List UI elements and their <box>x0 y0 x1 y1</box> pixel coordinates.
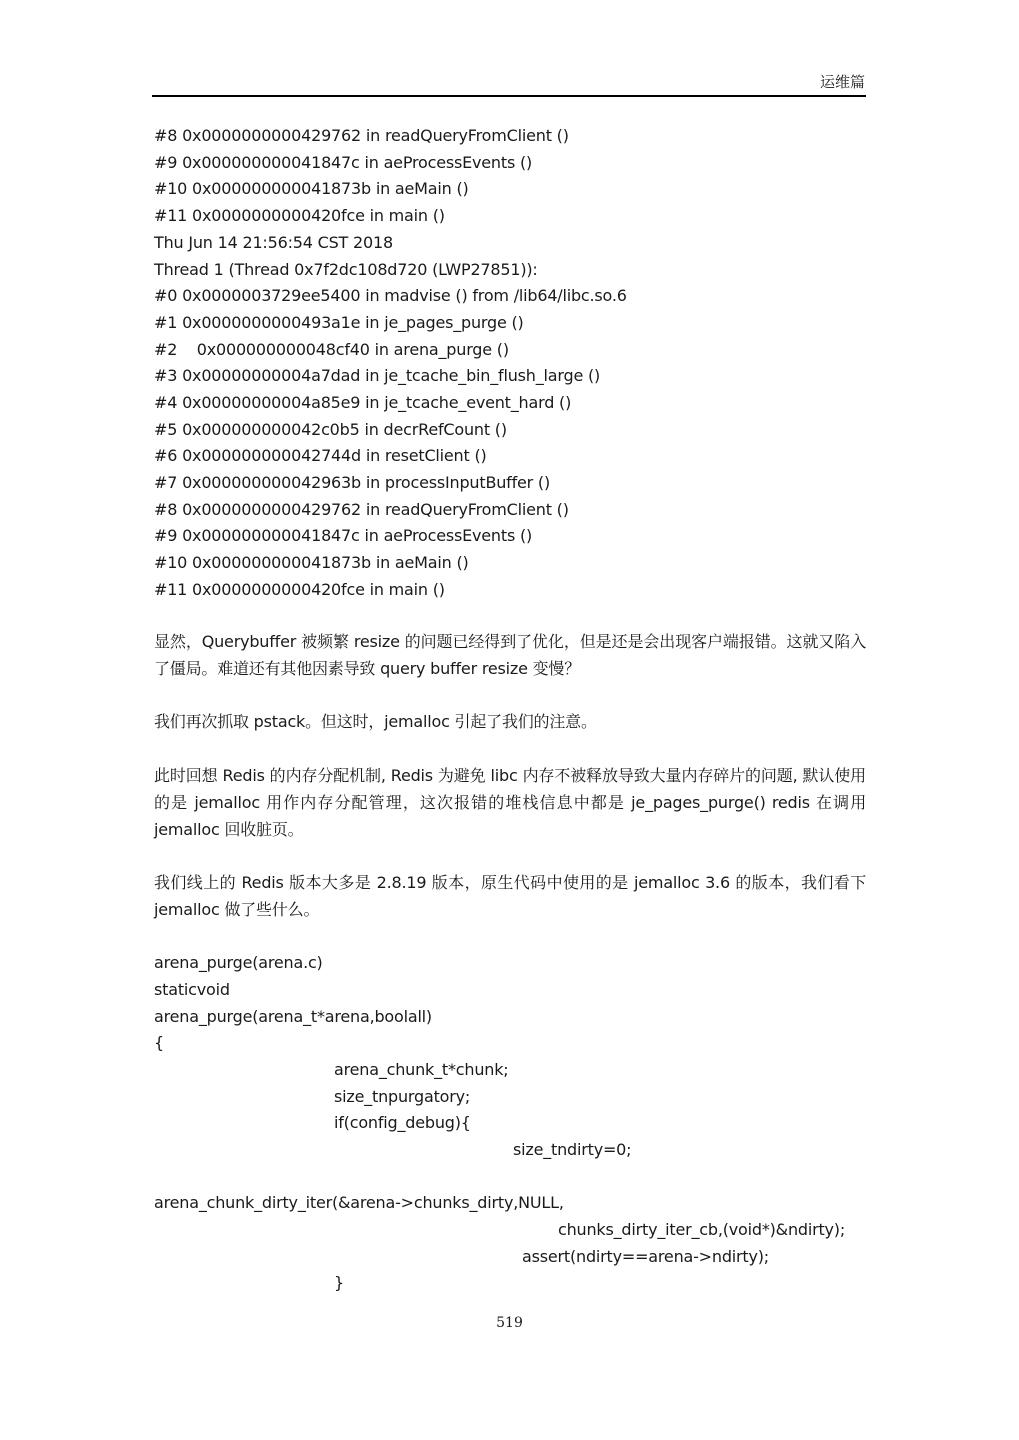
stack-line: #11 0x0000000000420fce in main () <box>154 206 445 225</box>
code-line: if(config_debug){ <box>334 1113 471 1132</box>
paragraph: 我们再次抓取 pstack。但这时，jemalloc 引起了我们的注意。 <box>154 712 597 731</box>
paragraph: 我们线上的 Redis 版本大多是 2.8.19 版本，原生代码中使用的是 jemalloc 3.6 的版本，我们看下 jemalloc 做了些什么。 <box>154 873 866 919</box>
stack-line: #8 0x0000000000429762 in readQueryFromClient () <box>154 126 569 145</box>
code-line: arena_chunk_dirty_iter(&arena->chunks_dirty,NULL, <box>154 1193 564 1212</box>
code-line: chunks_dirty_iter_cb,(void*)&ndirty); <box>558 1220 846 1239</box>
stack-line: #6 0x000000000042744d in resetClient () <box>154 446 487 465</box>
code-line: } <box>334 1273 344 1292</box>
stack-line: Thu Jun 14 21:56:54 CST 2018 <box>154 233 393 252</box>
stack-line: Thread 1 (Thread 0x7f2dc108d720 (LWP27851)): <box>154 260 538 279</box>
header-divider <box>152 95 866 97</box>
code-line: { <box>154 1033 164 1052</box>
code-line: arena_chunk_t*chunk; <box>334 1060 509 1079</box>
stack-line: #4 0x00000000004a85e9 in je_tcache_event_hard () <box>154 393 572 412</box>
stack-line: #8 0x0000000000429762 in readQueryFromClient () <box>154 500 569 519</box>
stack-line: #0 0x0000003729ee5400 in madvise () from /lib64/libc.so.6 <box>154 286 627 305</box>
page-number: 519 <box>496 1315 523 1331</box>
code-line: assert(ndirty==arena->ndirty); <box>522 1247 769 1266</box>
stack-line: #9 0x000000000041847c in aeProcessEvents () <box>154 153 533 172</box>
stack-line: #10 0x000000000041873b in aeMain () <box>154 179 469 198</box>
stack-line: #5 0x000000000042c0b5 in decrRefCount () <box>154 420 507 439</box>
stack-line: #9 0x000000000041847c in aeProcessEvents () <box>154 526 533 545</box>
code-line: size_tndirty=0; <box>513 1140 632 1159</box>
paragraph: 显然，Querybuffer 被频繁 resize 的问题已经得到了优化，但是还是会出现客户端报错。这就又陷入了僵局。难道还有其他因素导致 query buffer resize 变慢？ <box>154 632 866 678</box>
code-line: staticvoid <box>154 980 230 999</box>
stack-line: #11 0x0000000000420fce in main () <box>154 580 445 599</box>
stack-line: #3 0x00000000004a7dad in je_tcache_bin_flush_large () <box>154 366 601 385</box>
code-line: arena_purge(arena.c) <box>154 953 323 972</box>
stack-line: #2 0x000000000048cf40 in arena_purge () <box>154 340 509 359</box>
stack-line: #7 0x000000000042963b in processInputBuffer () <box>154 473 551 492</box>
paragraph: 此时回想 Redis 的内存分配机制, Redis 为避免 libc 内存不被释放导致大量内存碎片的问题, 默认使用的是 jemalloc 用作内存分配管理，这次报错的堆栈信息中都是 je_pages_purge() redis 在调用 jemalloc 回收脏页。 <box>154 766 866 839</box>
code-line: size_tnpurgatory; <box>334 1087 471 1106</box>
header-title: 运维篇 <box>819 73 865 91</box>
stack-line: #1 0x0000000000493a1e in je_pages_purge () <box>154 313 524 332</box>
code-line: arena_purge(arena_t*arena,boolall) <box>154 1007 432 1026</box>
stack-line: #10 0x000000000041873b in aeMain () <box>154 553 469 572</box>
